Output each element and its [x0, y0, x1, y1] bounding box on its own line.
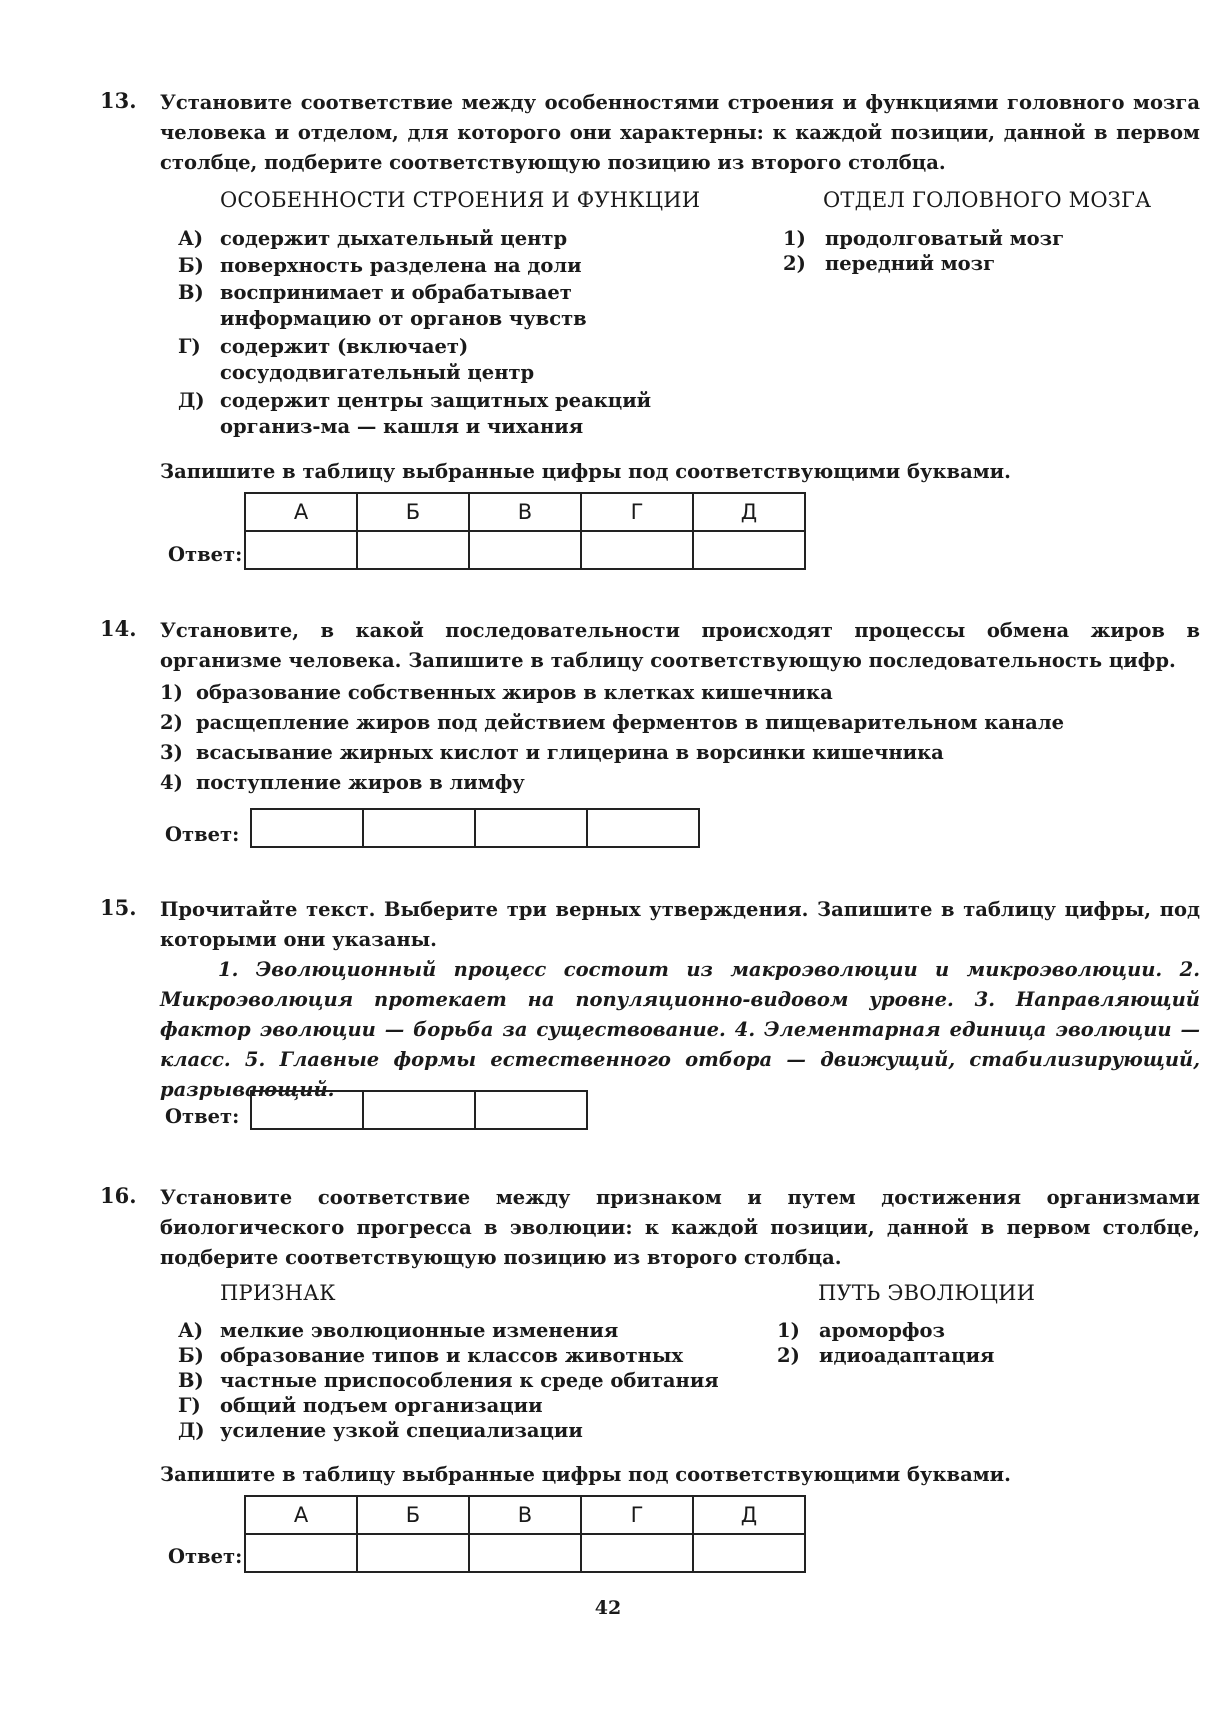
- question-number: 14.: [100, 616, 137, 641]
- question-number: 16.: [100, 1183, 137, 1208]
- answer-label: Ответ:: [168, 543, 243, 566]
- answer-cell-a[interactable]: [245, 1534, 357, 1572]
- question-intro: Установите соответствие между признаком и путем достижения организмами биологического прогресса в эволюции: к каждой позиции, данной в первом столбце, подберите соответствующую позицию из второго столбца.: [160, 1186, 1200, 1269]
- option-e: Д) усиление узкой специализации: [178, 1419, 583, 1442]
- answer-cell-e[interactable]: [693, 531, 805, 569]
- column-b-header: Б: [357, 1496, 469, 1534]
- answer-option-2: 2) передний мозг: [783, 252, 996, 275]
- column-b-header: Б: [357, 493, 469, 531]
- left-column-header: ПРИЗНАК: [220, 1281, 336, 1305]
- answer-option-1: 1) продолговатый мозг: [783, 227, 1065, 250]
- option-b: Б) поверхность разделена на доли: [178, 254, 582, 277]
- answer-cell-b[interactable]: [357, 1534, 469, 1572]
- column-d-header: Г: [581, 493, 693, 531]
- left-column-header: ОСОБЕННОСТИ СТРОЕНИЯ И ФУНКЦИИ: [220, 188, 701, 212]
- question-number: 13.: [100, 88, 137, 113]
- question-intro: Установите соответствие между особенностями строения и функциями головного мозга человека и отделом, для которого они характерны: к каждой позиции, данной в первом столбце, подберите соответствующую позицию из второго столбца.: [160, 91, 1200, 174]
- page-number: 42: [594, 1597, 622, 1619]
- option-a: А) содержит дыхательный центр: [178, 227, 568, 250]
- answer-cell-a[interactable]: [245, 531, 357, 569]
- question-intro-block: [160, 895, 1200, 1105]
- table-instruction: Запишите в таблицу выбранные цифры под соответствующими буквами.: [160, 460, 1011, 483]
- answer-label: Ответ:: [165, 1105, 240, 1128]
- answer-cell-1[interactable]: [251, 809, 363, 847]
- answer-cell-d[interactable]: [581, 1534, 693, 1572]
- sequence-list: [160, 678, 1200, 798]
- question-intro-block: [160, 1183, 1200, 1273]
- answer-table: [250, 1090, 588, 1130]
- sequence-item-4: 4) поступление жиров в лимфу: [160, 771, 525, 794]
- table-instruction: Запишите в таблицу выбранные цифры под соответствующими буквами.: [160, 1463, 1011, 1486]
- answer-cell-e[interactable]: [693, 1534, 805, 1572]
- answer-label: Ответ:: [165, 823, 240, 846]
- answer-table: [244, 492, 806, 570]
- sequence-item-1: 1) образование собственных жиров в клетках кишечника: [160, 681, 833, 704]
- column-c-header: В: [469, 493, 581, 531]
- answer-option-2: 2) идиоадаптация: [777, 1344, 995, 1367]
- column-a-header: А: [245, 1496, 357, 1534]
- question-intro-block: [160, 616, 1200, 798]
- answer-cell-3[interactable]: [475, 809, 587, 847]
- question-number: 15.: [100, 895, 137, 920]
- answer-cell-b[interactable]: [357, 531, 469, 569]
- option-e: Д) содержит центры защитных реакций организ-ма — кашля и чихания: [178, 389, 652, 438]
- answer-cell-c[interactable]: [469, 531, 581, 569]
- option-a: А) мелкие эволюционные изменения: [178, 1319, 619, 1342]
- answer-cell-1[interactable]: [251, 1091, 363, 1129]
- answer-table: [244, 1495, 806, 1573]
- answer-table: [250, 808, 700, 848]
- question-intro: Прочитайте текст. Выберите три верных утверждения. Запишите в таблицу цифры, под которыми они указаны.: [160, 898, 1200, 951]
- column-d-header: Г: [581, 1496, 693, 1534]
- question-intro-block: [160, 88, 1200, 178]
- option-c: В) воспринимает и обрабатывает информацию от органов чувств: [178, 281, 587, 330]
- answer-cell-3[interactable]: [475, 1091, 587, 1129]
- column-c-header: В: [469, 1496, 581, 1534]
- right-column-header: ПУТЬ ЭВОЛЮЦИИ: [818, 1281, 1036, 1305]
- option-c: В) частные приспособления к среде обитания: [178, 1369, 719, 1392]
- question-intro: Установите, в какой последовательности происходят процессы обмена жиров в организме человека. Запишите в таблицу соответствующую последовательность цифр.: [160, 619, 1200, 672]
- answer-cell-2[interactable]: [363, 1091, 475, 1129]
- option-d: Г) общий подъем организации: [178, 1394, 543, 1417]
- column-e-header: Д: [693, 493, 805, 531]
- sequence-item-3: 3) всасывание жирных кислот и глицерина в ворсинки кишечника: [160, 741, 944, 764]
- column-e-header: Д: [693, 1496, 805, 1534]
- column-a-header: А: [245, 493, 357, 531]
- answer-option-1: 1) ароморфоз: [777, 1319, 945, 1342]
- option-b: Б) образование типов и классов животных: [178, 1344, 684, 1367]
- answer-cell-2[interactable]: [363, 809, 475, 847]
- answer-cell-c[interactable]: [469, 1534, 581, 1572]
- sequence-item-2: 2) расщепление жиров под действием ферментов в пищеварительном канале: [160, 711, 1064, 734]
- answer-cell-4[interactable]: [587, 809, 699, 847]
- option-d: Г) содержит (включает) сосудодвигательный центр: [178, 335, 535, 384]
- statement-passage: 1. Эволюционный процесс состоит из макроэволюции и микроэволюции. 2. Микроэволюция протекает на популяционно-видовом уровне. 3. Направляющий фактор эволюции — борьба за существование. 4. Элементарная единица эволюции — класс. 5. Главные формы естественного отбора — движущий, стабилизирующий, разрывающий.: [160, 958, 1200, 1101]
- answer-cell-d[interactable]: [581, 531, 693, 569]
- right-column-header: ОТДЕЛ ГОЛОВНОГО МОЗГА: [823, 188, 1152, 212]
- answer-label: Ответ:: [168, 1545, 243, 1568]
